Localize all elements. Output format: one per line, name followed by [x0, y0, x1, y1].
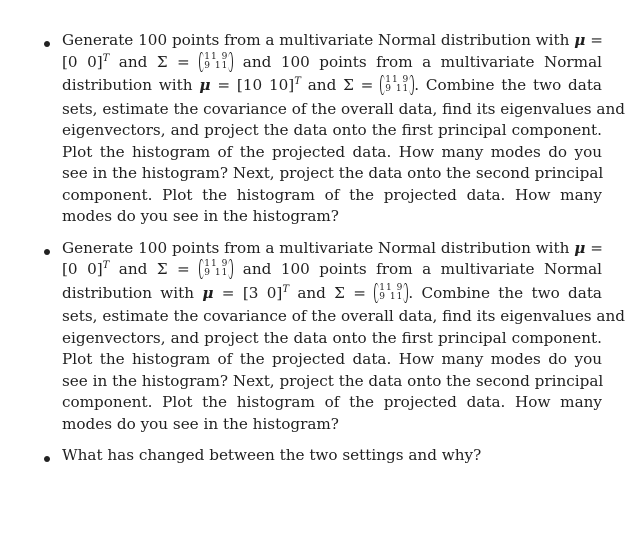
text-line: eigenvectors, and project the data onto the first principal component.: [62, 121, 602, 139]
covariance-matrix: [200, 53, 232, 71]
matrix-row: 11 9: [385, 75, 410, 85]
text-line: distribution with μ = [3 0]$^T$ and Σ = 11 9 9 11 . Combine the two data: [62, 282, 602, 302]
transpose-superscript: T: [294, 76, 301, 87]
text-line: modes do you see in the histogram?: [62, 207, 339, 225]
mu-symbol: μ: [199, 76, 211, 94]
bullet-icon: [44, 456, 50, 462]
transpose-superscript: T: [102, 52, 110, 64]
matrix-row: 11 9: [379, 282, 404, 293]
mu-symbol: μ: [574, 31, 586, 49]
text-line: see in the histogram? Next, project the data onto the second principal: [62, 371, 604, 390]
text-line: component. Plot the histogram of the projected data. How many: [62, 393, 602, 411]
matrix-row: 9 11: [204, 268, 229, 278]
bullet-icon: [44, 41, 50, 47]
transpose-superscript: T: [102, 260, 110, 271]
matrix-row: 9 11: [204, 60, 229, 71]
matrix-row: 11 9: [204, 259, 229, 269]
matrix-row: 9 11: [379, 291, 404, 302]
text-line: Generate 100 points from a multivariate Normal distribution with μ =: [62, 31, 603, 49]
exercise-list: [0, 30, 644, 477]
mu-symbol: μ: [574, 238, 586, 257]
bullet-icon: [44, 249, 50, 255]
text-line: component. Plot the histogram of the projected data. How many: [62, 185, 602, 204]
covariance-matrix: [381, 76, 413, 94]
text-line: sets, estimate the covariance of the overall data, find its eigenvalues and: [62, 99, 625, 118]
item-text-2: [62, 238, 625, 436]
mu-symbol: μ: [202, 283, 214, 302]
text-line: What has changed between the two settings and why?: [62, 446, 482, 464]
matrix-row: 9 11: [385, 84, 410, 94]
text-line: sets, estimate the covariance of the overall data, find its eigenvalues and: [62, 307, 625, 325]
list-item: [0, 445, 644, 467]
text-line: see in the histogram? Next, project the data onto the second principal: [62, 164, 604, 182]
text-line: Generate 100 points from a multivariate Normal distribution with μ =: [62, 238, 603, 257]
text-line: Plot the histogram of the projected data. How many modes do you: [62, 142, 602, 161]
text-line: modes do you see in the histogram?: [62, 414, 339, 433]
text-line: Plot the histogram of the projected data. How many modes do you: [62, 350, 602, 368]
item-text-1: [62, 30, 625, 228]
list-item: [0, 30, 644, 228]
item-text-3: [62, 445, 602, 467]
transpose-superscript: T: [282, 283, 289, 295]
list-item: [0, 238, 644, 436]
covariance-matrix: [375, 284, 407, 302]
covariance-matrix: [200, 260, 232, 278]
text-line: eigenvectors, and project the data onto the first principal component.: [62, 328, 602, 347]
text-line: [0 0]$^T$ and Σ = 11 9 9 11 and 100 points from a multivariate Normal: [62, 51, 602, 71]
matrix-row: 11 9: [204, 51, 229, 62]
text-line: distribution with μ = [10 10]$^T$ and Σ = 11 9 9 11 . Combine the two data: [62, 75, 602, 94]
text-line: [0 0]$^T$ and Σ = 11 9 9 11 and 100 points from a multivariate Normal: [62, 259, 602, 278]
